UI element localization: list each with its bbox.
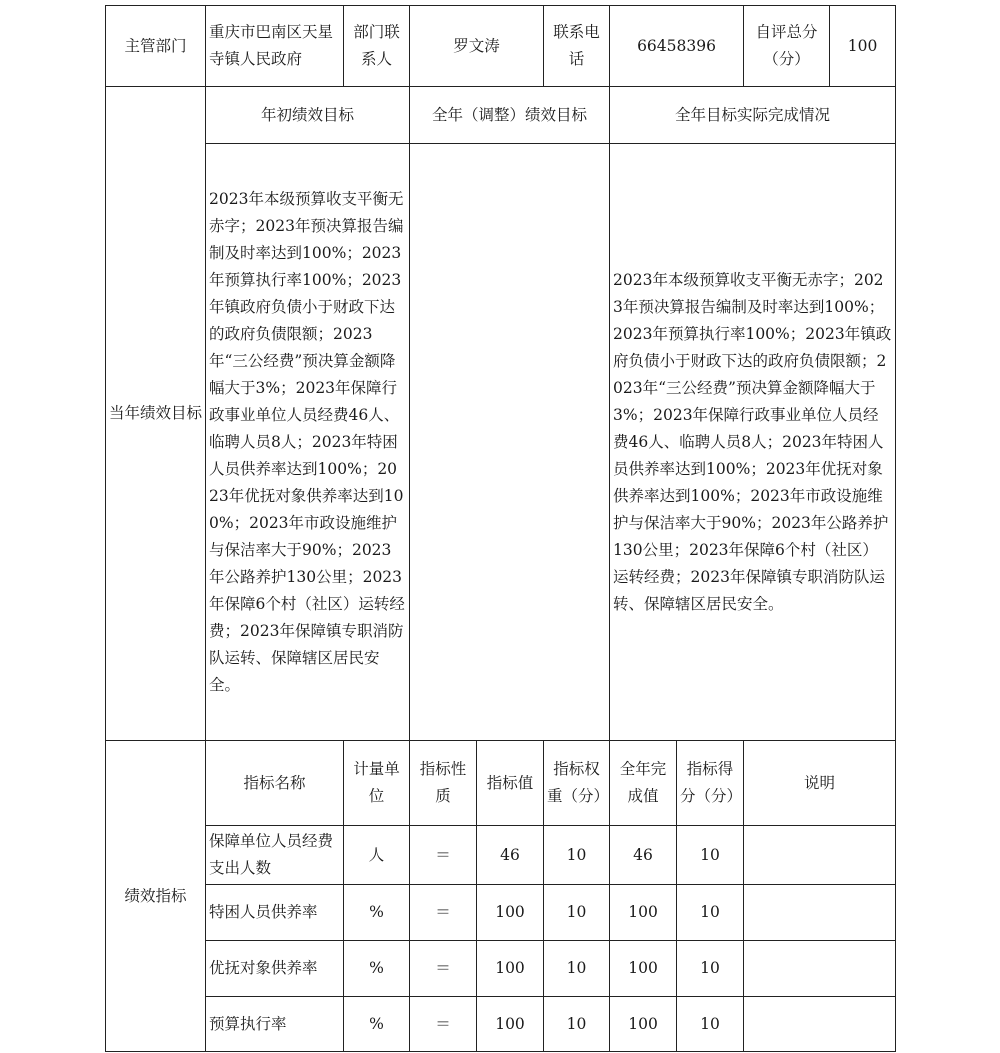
th-value: 指标值: [477, 741, 544, 826]
indicator-actual: 46: [610, 826, 677, 885]
indicator-nature: ＝: [410, 941, 477, 997]
indicator-weight: 10: [544, 826, 610, 885]
indicator-note: [744, 941, 896, 997]
indicator-score: 10: [677, 885, 744, 941]
indicator-unit: 人: [344, 826, 410, 885]
indicator-score: 10: [677, 941, 744, 997]
initial-goal-text: 2023年本级预算收支平衡无赤字；2023年预决算报告编制及时率达到100%；2023年预算执行率100%；2023年镇政府负债小于财政下达的政府负债限额；2023年“三公经费”预决算金额降幅大于3%；2023年保障行政事业单位人员经费46人、临聘人员8人；2023年特困人员供养率达到100%；2023年优抚对象供养率达到100%；2023年市政设施维护与保洁率大于90%；2023年公路养护130公里；2023年保障6个村（社区）运转经费；2023年保障镇专职消防队运转、保障辖区居民安全。: [206, 144, 410, 741]
goals-row-label: 当年绩效目标: [106, 87, 206, 741]
indicator-weight: 10: [544, 941, 610, 997]
indicator-weight: 10: [544, 885, 610, 941]
th-actual: 全年完成值: [610, 741, 677, 826]
th-nature: 指标性质: [410, 741, 477, 826]
th-unit: 计量单位: [344, 741, 410, 826]
score-value: 100: [830, 6, 896, 87]
indicator-value: 46: [477, 826, 544, 885]
phone-value: 66458396: [610, 6, 744, 87]
contact-value: 罗文涛: [410, 6, 544, 87]
indicator-note: [744, 997, 896, 1052]
indicator-note: [744, 885, 896, 941]
header-row: [106, 6, 896, 87]
th-weight: 指标权重（分）: [544, 741, 610, 826]
indicator-actual: 100: [610, 997, 677, 1052]
indicator-name: 特困人员供养率: [206, 885, 344, 941]
table-row: [106, 885, 896, 941]
goals-header-row: [106, 87, 896, 144]
indicator-value: 100: [477, 885, 544, 941]
indicator-score: 10: [677, 997, 744, 1052]
indicator-value: 100: [477, 997, 544, 1052]
indicator-nature: ＝: [410, 826, 477, 885]
indicator-unit: %: [344, 941, 410, 997]
score-label: 自评总分（分）: [744, 6, 830, 87]
indicator-actual: 100: [610, 885, 677, 941]
col-actual-status: 全年目标实际完成情况: [610, 87, 896, 144]
dept-value: 重庆市巴南区天星寺镇人民政府: [206, 6, 344, 87]
indicator-note: [744, 826, 896, 885]
indicator-score: 10: [677, 826, 744, 885]
th-name: 指标名称: [206, 741, 344, 826]
dept-label: 主管部门: [106, 6, 206, 87]
indicator-name: 保障单位人员经费支出人数: [206, 826, 344, 885]
table-row: [106, 941, 896, 997]
actual-status-text: 2023年本级预算收支平衡无赤字；2023年预决算报告编制及时率达到100%；2023年预算执行率100%；2023年镇政府负债小于财政下达的政府负债限额；2023年“三公经费”预决算金额降幅大于3%；2023年保障行政事业单位人员经费46人、临聘人员8人；2023年特困人员供养率达到100%；2023年优抚对象供养率达到100%；2023年市政设施维护与保洁率大于90%；2023年公路养护130公里；2023年保障6个村（社区）运转经费；2023年保障镇专职消防队运转、保障辖区居民安全。: [610, 144, 896, 741]
indicator-unit: %: [344, 885, 410, 941]
col-initial-goal: 年初绩效目标: [206, 87, 410, 144]
goals-content-row: [106, 144, 896, 741]
indicator-nature: ＝: [410, 885, 477, 941]
contact-label: 部门联系人: [344, 6, 410, 87]
phone-label: 联系电话: [544, 6, 610, 87]
indicator-nature: ＝: [410, 997, 477, 1052]
table-row: [106, 997, 896, 1052]
indicator-name: 预算执行率: [206, 997, 344, 1052]
indicator-unit: %: [344, 997, 410, 1052]
indicators-header-row: [106, 741, 896, 826]
indicator-actual: 100: [610, 941, 677, 997]
indicator-value: 100: [477, 941, 544, 997]
adjusted-goal-text: [410, 144, 610, 741]
col-adjusted-goal: 全年（调整）绩效目标: [410, 87, 610, 144]
performance-table: [105, 5, 896, 1052]
table-row: [106, 826, 896, 885]
th-score: 指标得分（分）: [677, 741, 744, 826]
indicators-row-label: 绩效指标: [106, 741, 206, 1052]
indicator-name: 优抚对象供养率: [206, 941, 344, 997]
indicator-weight: 10: [544, 997, 610, 1052]
th-note: 说明: [744, 741, 896, 826]
